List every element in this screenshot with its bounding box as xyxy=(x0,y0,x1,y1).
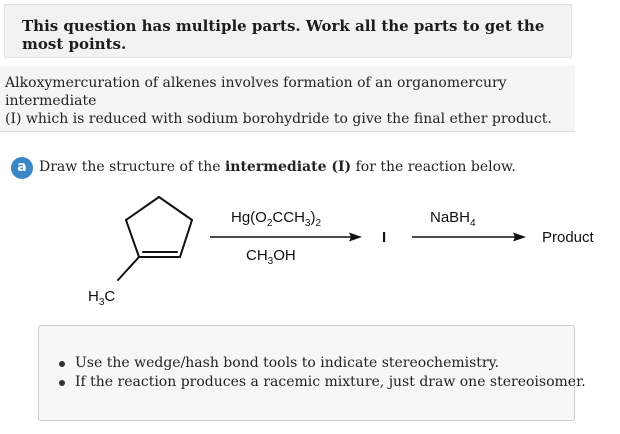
step2-reagent: NaBH$_4$ xyxy=(430,209,476,229)
hints-box xyxy=(38,325,586,421)
instructions-header xyxy=(4,4,572,58)
part-a-prefix: Draw the structure of the xyxy=(39,159,225,175)
step1-reagent: $Hg(O_2CCH_3)_2$ xyxy=(231,209,322,229)
intro-text xyxy=(5,74,570,128)
product-label: Product xyxy=(542,229,594,246)
step2-arrow xyxy=(412,233,526,242)
reaction-scheme xyxy=(0,178,620,308)
cyclopentene-structure xyxy=(118,197,192,280)
hints-list xyxy=(75,354,586,392)
intermediate-label: I xyxy=(382,229,387,246)
part-a-prompt xyxy=(39,159,516,175)
part-a-bold: intermediate (I) xyxy=(224,159,352,175)
intro-line-1: Alkoxymercuration of alkenes involves formation of an organomercury intermediate xyxy=(5,75,507,109)
step1-arrow xyxy=(210,233,362,242)
question-intro xyxy=(0,66,575,132)
hint-item: If the reaction produces a racemic mixture, just draw one stereoisomer. xyxy=(75,374,586,390)
part-a-badge: a xyxy=(11,157,33,179)
part-a-suffix: for the reaction below. xyxy=(351,159,516,175)
hint-item: Use the wedge/hash bond tools to indicate stereochemistry. xyxy=(75,354,586,373)
instructions-text: This question has multiple parts. Work all the parts to get the most points. xyxy=(22,17,545,53)
methyl-label: $H_3C$ xyxy=(88,288,116,308)
intro-line-2: (I) which is reduced with sodium borohydride to give the final ether product. xyxy=(5,111,552,127)
step1-solvent: $CH_3OH$ xyxy=(246,247,296,267)
